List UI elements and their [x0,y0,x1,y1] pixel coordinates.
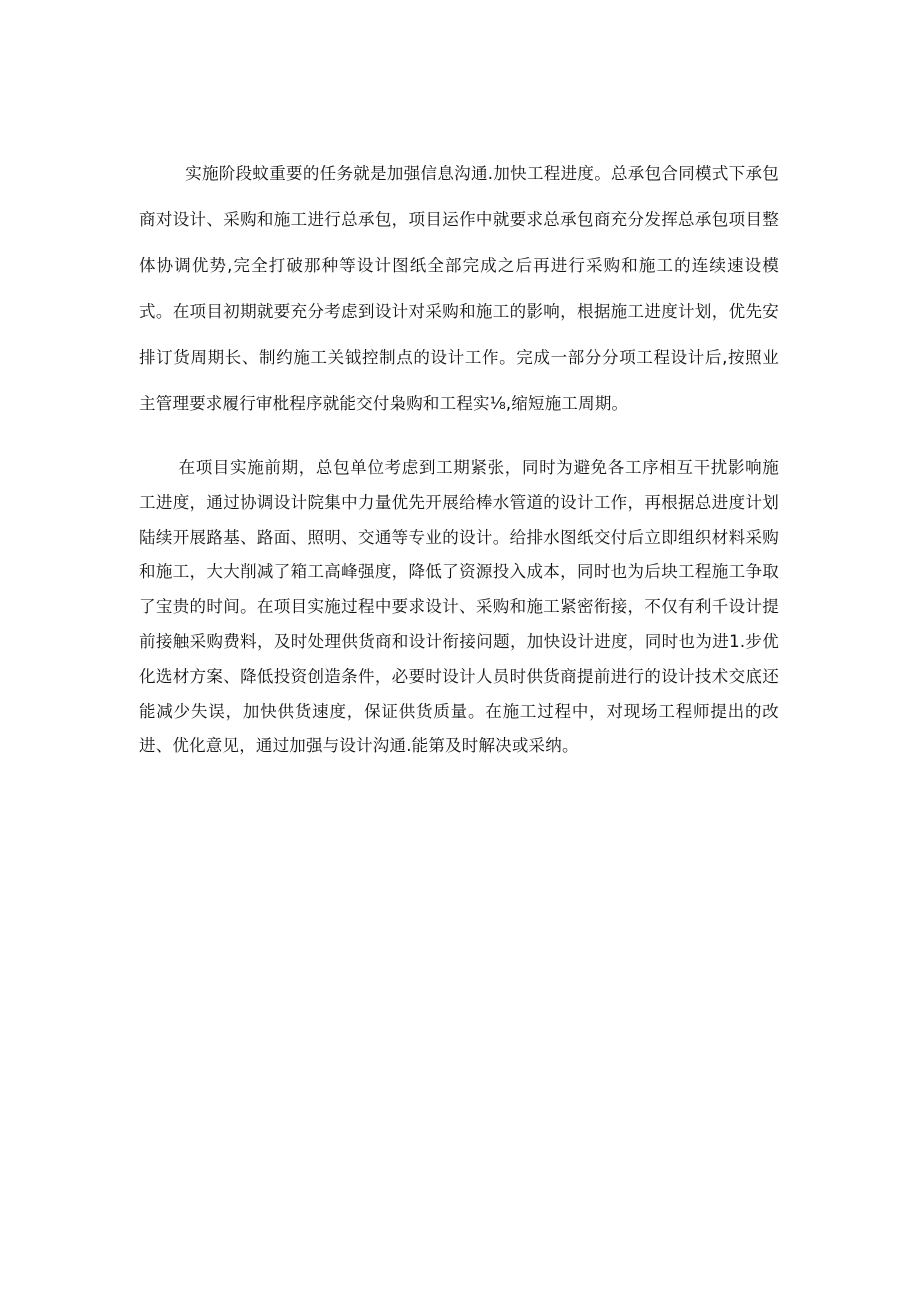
paragraph-2: 在项目实施前期，总包单位考虑到工期紧张，同时为避免各工序相互干扰影响施工进度，通过协调设计院集中力量优先开展给棒水管道的设计工作，再根据总进度计划陆续开展路基、路面、照明、交通等专业的设计。给排水图纸交付后立即组织材料采购和施工，大大削减了箱工高峰强度，降低了资源投入成本，同时也为后块工程施工争取了宝贵的时间。在项目实施过程中要求设计、采购和施工紧密衔接，不仅有利千设计提前接触采购费料，及时处理供货商和设计衔接问题，加快设计进度，同时也为进1.步优化选材方案、降低投资创造条件，必要时设计人员时供货商提前进行的设计技术交底还能减少失误，加快供货速度，保证供货质量。在施工过程中，对现场工程师提出的改进、优化意见，通过加强与设计沟通.能第及时解决或采纳。 [139,458,779,756]
document-body [139,151,779,764]
paragraph-1: 实施阶段蚊重要的任务就是加强信息沟通.加快工程进度。总承包合同模式下承包商对设计、采购和施工进行总承包，项目运作中就要求总承包商充分发挥总承包项目整体协调优势,完全打破那种等设计图纸全部完成之后再进行采购和施工的连续速设模式。在项目初期就要充分考虑到设计对采购和施工的影响，根据施工进度计划，优先安排订货周期长、制约施工关钺控制点的设计工作。完成一部分分项工程设计后,按照业主管理要求履行审枇程序就能交付枭购和工程实⅛,缩短施工周期。 [139,164,779,413]
